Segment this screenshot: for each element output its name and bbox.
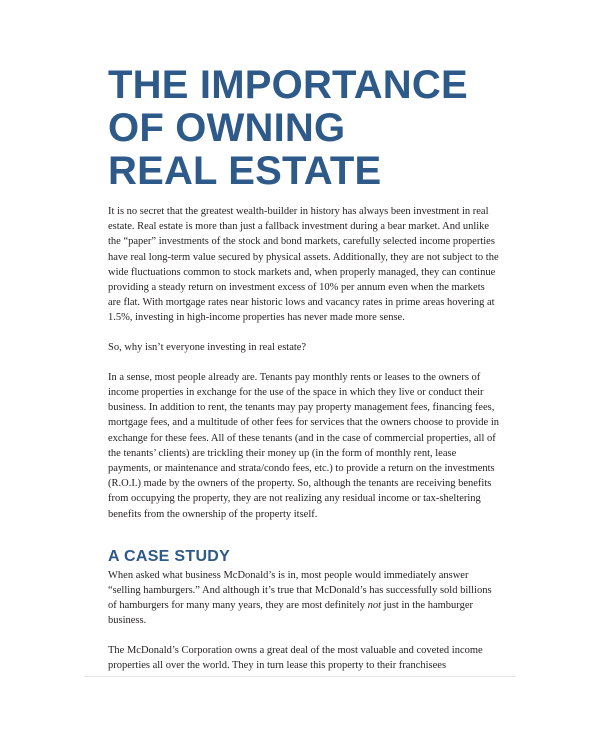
case-study-paragraph-1: [108, 568, 500, 629]
paragraph-tenants: In a sense, most people already are. Tenants pay monthly rents or leases to the owners of income properties in exchange for the use of the space in which they live or conduct their business. In addition to rent, the tenants may pay property management fees, financing fees, mortgage fees, and a multitude of other fees for services that the owners choose to provide in exchange for these fees. All of these tenants (and in the case of commercial properties, all of the tenants’ clients) are trickling their money up (in the form of monthly rent, lease payments, or maintenance and strata/condo fees, etc.) to provide a return on the investments (R.O.I.) made by the owners of the property. So, although the tenants are receiving benefits from occupying the property, they are not realizing any residual income or tax-sheltering benefits from the ownership of the property itself.: [108, 371, 499, 520]
title-line-1: THE IMPORTANCE: [108, 63, 468, 107]
case-study-paragraph-2: The McDonald’s Corporation owns a great deal of the most valuable and coveted income properties all over the world. They in turn lease this property to their franchisees: [108, 644, 483, 671]
case-study-text-b: just in the hamburger business.: [108, 600, 473, 627]
paragraph-question: So, why isn’t everyone investing in real estate?: [108, 341, 307, 353]
paragraph-intro: It is no secret that the greatest wealth-builder in history has always been investment in real estate. Real estate is more than just a fallback investment during a bear market. And unlike the “paper” investments of the stock and bond markets, carefully selected income properties have real long-term value secured by physical assets. Additionally, they are not subject to the wide fluctuations common to stock markets and, when properly managed, they can continue providing a steady return on investment excess of 10% per annum even when the markets are flat. With mortgage rates near historic lows and vacancy rates in prime areas hovering at 1.5%, investing in high-income properties has never made more sense.: [108, 206, 499, 324]
case-study-text-a: When asked what business McDonald’s is in, most people would immediately answer “selling hamburgers.” And although it’s true that McDonald’s has successfully sold billions of hamburgers for many many years, they are most definitely: [108, 569, 492, 612]
document-title: [108, 64, 528, 193]
document-body: [108, 204, 500, 687]
page-cutoff: [84, 676, 516, 731]
title-line-2: OF OWNING: [108, 106, 346, 150]
emphasis-not: not: [367, 600, 382, 612]
case-study-heading: A CASE STUDY: [108, 547, 231, 565]
title-line-3: REAL ESTATE: [108, 149, 382, 193]
